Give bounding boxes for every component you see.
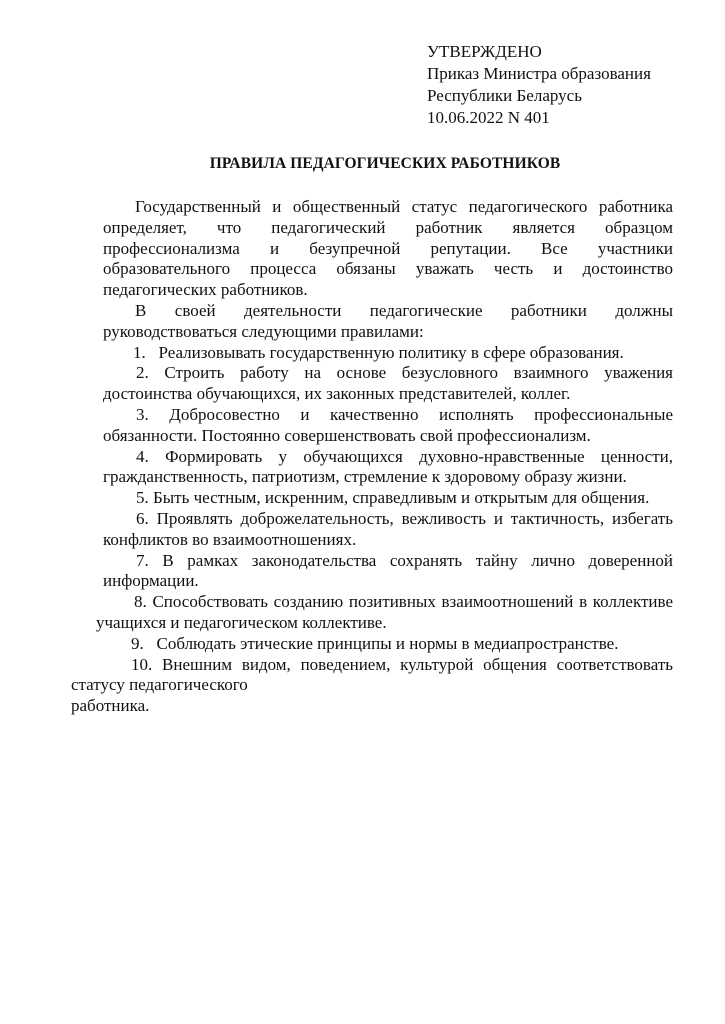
rule-number: 7.: [136, 550, 149, 570]
document-title: ПРАВИЛА ПЕДАГОГИЧЕСКИХ РАБОТНИКОВ: [209, 155, 561, 172]
rule-number: 9.: [131, 633, 144, 653]
rule-number: 1.: [133, 342, 146, 362]
rule-text: Внешним видом, поведением, культурой общения соответствовать статусу педагогического: [71, 654, 673, 695]
rule-number: 3.: [136, 404, 149, 424]
rule-number: 6.: [136, 508, 149, 528]
rule-item: [71, 655, 673, 717]
rule-number: 8.: [134, 592, 147, 612]
lead-paragraph: В своей деятельности педагогические работники должны руководствоваться следующими правилами:: [103, 300, 673, 341]
rule-text: Добросовестно и качественно исполнять профессиональные обязанности. Постоянно совершенствовать свой профессионализм.: [103, 404, 673, 445]
rule-text: Строить работу на основе безусловного взаимного уважения достоинства обучающихся, их законных представителей, коллег.: [103, 363, 674, 404]
rule-item: [103, 405, 673, 447]
rule-item: [103, 488, 673, 509]
rule-text: Проявлять доброжелательность, вежливость и тактичность, избегать конфликтов во взаимоотношениях.: [103, 508, 673, 549]
intro-paragraph: Государственный и общественный статус педагогического работника определяет, что педагогический работник является образцом профессионализма и безупречной репутации. Все участники образовательного процесса обязаны уважать честь и достоинство педагогических работников.: [103, 197, 673, 300]
approval-country: Республики Беларусь: [427, 86, 582, 105]
approval-stamp: [427, 41, 651, 129]
document-body: [71, 197, 674, 717]
rule-number: 5.: [136, 488, 149, 508]
rule-item: [103, 509, 673, 551]
rule-text: Способствовать созданию позитивных взаимоотношений в коллективе учащихся и педагогическом коллективе.: [96, 592, 674, 632]
rule-number: 2.: [136, 363, 149, 383]
approval-date-number: 10.06.2022 N 401: [427, 108, 550, 127]
rule-text: Формировать у обучающихся духовно-нравственные ценности, гражданственность, патриотизм, стремление к здоровому образу жизни.: [103, 446, 673, 487]
approval-order: Приказ Министра образования: [427, 64, 651, 83]
rule-number: 10.: [131, 654, 153, 674]
rule-text-tail: работника.: [71, 696, 150, 716]
rule-number: 4.: [136, 446, 149, 466]
approval-heading: УТВЕРЖДЕНО: [427, 42, 542, 61]
rule-item: [103, 363, 673, 405]
rule-text: Быть честным, искренним, справедливым и открытым для общения.: [153, 488, 650, 508]
rule-item: [96, 592, 673, 634]
rule-text: Реализовывать государственную политику в сфере образования.: [158, 342, 624, 362]
rule-item: [75, 634, 673, 655]
rule-item: [103, 551, 673, 593]
rule-item: [103, 447, 673, 489]
rule-text: Соблюдать этические принципы и нормы в медиапространстве.: [156, 633, 619, 653]
rule-item: [103, 343, 673, 364]
rule-text: В рамках законодательства сохранять тайну лично доверенной информации.: [103, 550, 674, 591]
